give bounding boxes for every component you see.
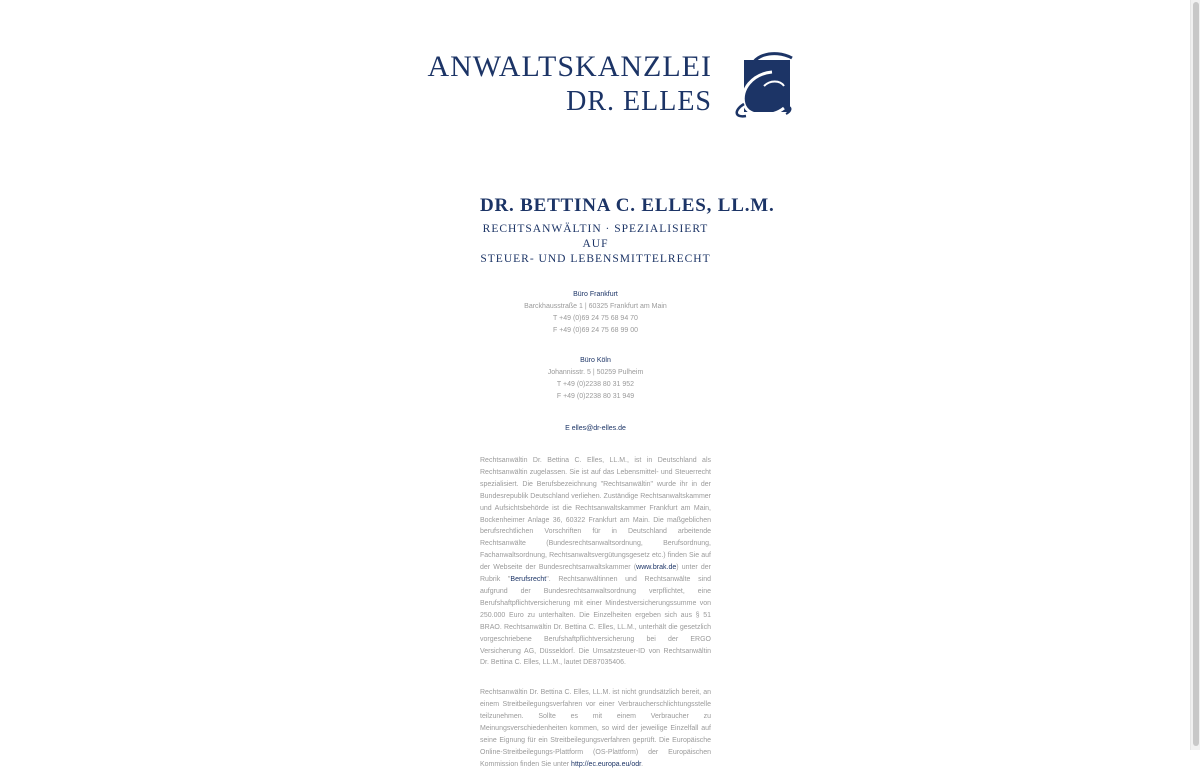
logo-text-line1: ANWALTSKANZLEI [427, 50, 712, 83]
berufsrecht-link[interactable]: Berufsrecht [510, 576, 547, 584]
dispute-paragraph [480, 687, 711, 770]
legal-text: ) unter der Rubrik " [480, 564, 711, 584]
vertical-scrollbar[interactable] [1190, 0, 1200, 750]
email-link[interactable]: E elles@dr-elles.de [565, 425, 626, 432]
brak-link[interactable]: www.brak.de [636, 564, 677, 572]
person-role-line1: RECHTSANWÄLTIN · SPEZIALISIERT AUF [482, 223, 709, 250]
office-fax: F +49 (0)69 24 75 68 99 00 [552, 327, 639, 334]
office-fax: F +49 (0)2238 80 31 949 [556, 393, 635, 400]
office-koeln [480, 355, 711, 403]
office-phone: T +49 (0)2238 80 31 952 [556, 381, 635, 388]
legal-paragraph [480, 455, 711, 669]
office-title: Büro Frankfurt [573, 291, 618, 298]
office-frankfurt [480, 289, 711, 337]
legal-text: Rechtsanwältin Dr. Bettina C. Elles, LL.M., ist in Deutschland als Rechtsanwältin zugelassen. Sie ist auf das Lebensmittel- und Steuerrecht spezialisiert. Die Berufsbezeichnung "Rechtsanwältin" wurde ihr in der Bundesrepublik Deutschland verliehen. Zuständige Rechtsanwaltskammer und Aufsichtsbehörde ist die Rechtsanwaltskammer Frankfurt am Main, Bockenheimer Anlage 36, 60322 Frankfurt am Main. Die maßgeblichen berufsrechtlichen Vorschriften für in Deutschland arbeitende Rechtsanwälte (Bundesrechtsanwaltsordnung, Berufsordnung, Fachanwaltsordnung, Rechtsanwaltsvergütungsgesetz etc.) finden Sie auf der Webseite der Bundesrechtsanwaltskammer ( [480, 457, 711, 572]
dispute-text: . [641, 760, 644, 768]
office-title: Büro Köln [580, 357, 611, 364]
legal-text: ". Rechtsanwältinnen und Rechtsanwälte sind aufgrund der Bundesrechtsanwaltsordnung verpflichtet, eine Berufshaftpflichtversicherung mit einer Mindestversicherungssumme von 250.000 Euro zu unterhalten. Die Einzelheiten ergeben sich aus § 51 BRAO. Rechtsanwältin Dr. Bettina C. Elles, LL.M., unterhält die gesetzlich vorgeschriebene Berufshaftpflichtversicherung bei der ERGO Versicherung AG, Düsseldorf. Die Umsatzsteuer-ID von Rechtsanwältin Dr. Bettina C. Elles, LL.M., lautet DE87035406. [480, 576, 711, 667]
content-column [480, 194, 775, 778]
logo [427, 50, 800, 120]
scrollbar-thumb[interactable] [1193, 2, 1199, 746]
logo-text-line2: DR. ELLES [566, 86, 712, 117]
office-address: Johannisstr. 5 | 50259 Pulheim [547, 369, 644, 376]
odr-link[interactable]: http://ec.europa.eu/odr [571, 760, 642, 768]
person-role [480, 222, 711, 267]
person-role-line2: STEUER- UND LEBENSMITTELRECHT [480, 253, 711, 265]
office-phone: T +49 (0)69 24 75 68 94 70 [553, 315, 638, 322]
elles-monogram-logo-icon [734, 50, 800, 120]
dispute-text: Rechtsanwältin Dr. Bettina C. Elles, LL.M. ist nicht grundsätzlich bereit, an einem Streitbeilegungsverfahren vor einer Verbraucherschlichtungsstelle teilzunehmen. Sollte es mit einem Verbraucher zu Meinungsverschiedenheiten kommen, so wird der jeweilige Einzelfall auf seine Eignung für ein Streitbeilegungsverfahren geprüft. Die Europäische Online-Streitbeilegungs-Plattform (OS-Plattform) der Europäischen Kommission finden Sie unter [480, 689, 711, 768]
person-name: DR. BETTINA C. ELLES, LL.M. [480, 195, 775, 216]
office-address: Barckhausstraße 1 | 60325 Frankfurt am Main [524, 303, 667, 310]
